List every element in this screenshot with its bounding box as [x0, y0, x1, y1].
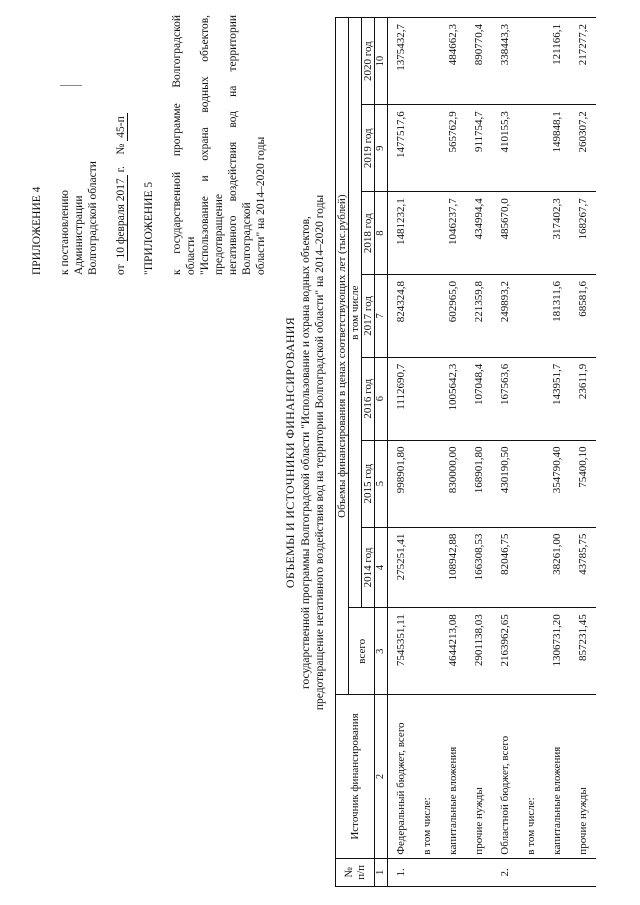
document-subtitle-1: государственной программы Волгоградской области "Использование и охрана водных объектов,: [300, 216, 312, 689]
column-number: 5: [375, 440, 388, 527]
row-value: [518, 18, 544, 105]
row-source: прочие нужды: [466, 695, 492, 858]
column-number: 9: [375, 105, 388, 192]
row-value: 121166,1: [544, 18, 570, 105]
row-value: 998901,80: [388, 440, 415, 527]
row-value: 338443,3: [492, 18, 518, 105]
row-value: 1306731,20: [544, 608, 570, 695]
header-including: в том числе: [349, 18, 362, 608]
appendix-5: "ПРИЛОЖЕНИЕ 5: [143, 181, 155, 275]
row-value: 317402,3: [544, 192, 570, 275]
header-total: всего: [349, 608, 375, 695]
row-value: 23611,9: [570, 357, 596, 440]
row-value: 911754,7: [466, 105, 492, 192]
table-row: [414, 18, 440, 887]
row-value: [414, 527, 440, 608]
row-value: 1112690,7: [388, 357, 415, 440]
row-number: [518, 858, 544, 886]
program-line-4: области" на 2014–2020 годы: [255, 136, 267, 275]
row-value: [518, 608, 544, 695]
table-row: [518, 18, 544, 887]
row-value: 1477517,6: [388, 105, 415, 192]
row-value: [414, 440, 440, 527]
row-value: 2163962,65: [492, 608, 518, 695]
row-value: [518, 192, 544, 275]
row-value: 430190,50: [492, 440, 518, 527]
row-value: 43785,75: [570, 527, 596, 608]
row-value: [518, 357, 544, 440]
row-value: 1375432,7: [388, 18, 415, 105]
document-subtitle-2: предотвращение негативного воздействия вод на территории Волгоградской области" на 2014–2020 годы: [314, 194, 326, 711]
appendix-header: [30, 15, 268, 275]
row-number: [466, 858, 492, 886]
row-value: 1005642,3: [440, 357, 466, 440]
header-source: Источник финансирования: [336, 695, 375, 858]
row-value: 82046,75: [492, 527, 518, 608]
table-row: [492, 18, 518, 887]
row-source: Федеральный бюджет, всего: [388, 695, 415, 858]
row-value: [414, 357, 440, 440]
resolution-date: от 10 февраля 2017 г. № 45-п: [114, 15, 128, 275]
document-title: ОБЪЕМЫ И ИСТОЧНИКИ ФИНАНСИРОВАНИЯ: [283, 316, 297, 589]
region: Волгоградской области: [87, 161, 99, 275]
resolution-number: 45-п: [115, 113, 128, 140]
row-value: [414, 192, 440, 275]
column-number: 3: [375, 608, 388, 695]
column-number: 4: [375, 527, 388, 608]
header-year: 2017 год: [362, 275, 375, 358]
row-source: в том числе:: [414, 695, 440, 858]
header-no: № п/п: [336, 858, 375, 886]
row-value: 221359,8: [466, 275, 492, 358]
row-value: 354790,40: [544, 440, 570, 527]
table-row: [466, 18, 492, 887]
row-value: 857231,45: [570, 608, 596, 695]
row-value: [518, 275, 544, 358]
row-value: 260307,2: [570, 105, 596, 192]
row-value: [414, 275, 440, 358]
column-number: 1: [375, 858, 388, 886]
row-value: 181311,6: [544, 275, 570, 358]
row-value: 166308,53: [466, 527, 492, 608]
row-value: 275251,41: [388, 527, 415, 608]
row-value: [414, 608, 440, 695]
row-source: капитальные вложения: [544, 695, 570, 858]
row-source: в том числе:: [518, 695, 544, 858]
row-number: [440, 858, 466, 886]
row-number: 1.: [388, 858, 415, 886]
row-value: 75400,10: [570, 440, 596, 527]
date-value: 10 февраля 2017: [115, 175, 128, 261]
appendix-title: ПРИЛОЖЕНИЕ 4: [31, 186, 43, 275]
to-resolution: к постановлению: [59, 190, 71, 275]
row-value: 484662,3: [440, 18, 466, 105]
row-source: прочие нужды: [570, 695, 596, 858]
header-year: 2020 год: [362, 18, 375, 105]
row-value: 108942,88: [440, 527, 466, 608]
row-value: 143951,7: [544, 357, 570, 440]
header-year: 2014 год: [362, 527, 375, 608]
table-row: [544, 18, 570, 887]
row-value: 602965,0: [440, 275, 466, 358]
row-value: [518, 440, 544, 527]
row-value: 565762,9: [440, 105, 466, 192]
row-value: 1481232,1: [388, 192, 415, 275]
row-value: 824324,8: [388, 275, 415, 358]
program-line-3: негативного воздействия вод на территории Волгоградской: [227, 15, 253, 275]
row-value: 830000,00: [440, 440, 466, 527]
table-row: [440, 18, 466, 887]
row-number: 2.: [492, 858, 518, 886]
row-value: 167563,6: [492, 357, 518, 440]
header-volumes: Объемы финансирования в ценах соответствующих лет (тыс.рублей): [336, 18, 349, 695]
row-value: 68581,6: [570, 275, 596, 358]
column-number: 6: [375, 357, 388, 440]
administration: Администрации: [73, 195, 85, 275]
row-value: 410155,3: [492, 105, 518, 192]
row-value: 7545351,11: [388, 608, 415, 695]
row-value: 38261,00: [544, 527, 570, 608]
row-value: 434994,4: [466, 192, 492, 275]
row-value: [414, 18, 440, 105]
row-value: 4644213,08: [440, 608, 466, 695]
row-value: 1046237,7: [440, 192, 466, 275]
column-number: 8: [375, 192, 388, 275]
row-value: 217277,2: [570, 18, 596, 105]
table-body: [388, 18, 597, 887]
financing-table: [335, 17, 596, 887]
row-value: 149848,1: [544, 105, 570, 192]
header-year: 2019 год: [362, 105, 375, 192]
table-row: [570, 18, 596, 887]
row-value: [518, 527, 544, 608]
row-value: 168267,7: [570, 192, 596, 275]
row-value: 485670,0: [492, 192, 518, 275]
row-number: [414, 858, 440, 886]
row-value: [414, 105, 440, 192]
row-source: Областной бюджет, всего: [492, 695, 518, 858]
row-source: капитальные вложения: [440, 695, 466, 858]
header-column-numbers: [375, 18, 388, 887]
row-value: [518, 105, 544, 192]
header-year: 2015 год: [362, 440, 375, 527]
row-value: 168901,80: [466, 440, 492, 527]
row-value: 2901138,03: [466, 608, 492, 695]
program-line-2: "Использование и охрана водных объектов, предотвращение: [199, 15, 225, 275]
row-value: 249893,2: [492, 275, 518, 358]
column-number: 7: [375, 275, 388, 358]
column-number: 2: [375, 695, 388, 858]
program-line-1: к государственной программе Волгоградской области: [171, 15, 197, 275]
table-row: [388, 18, 415, 887]
column-number: 10: [375, 18, 388, 105]
row-value: 890770,4: [466, 18, 492, 105]
header-year: 2016 год: [362, 357, 375, 440]
row-number: [544, 858, 570, 886]
row-value: 107048,4: [466, 357, 492, 440]
row-number: [570, 858, 596, 886]
header-year: 2018 год: [362, 192, 375, 275]
